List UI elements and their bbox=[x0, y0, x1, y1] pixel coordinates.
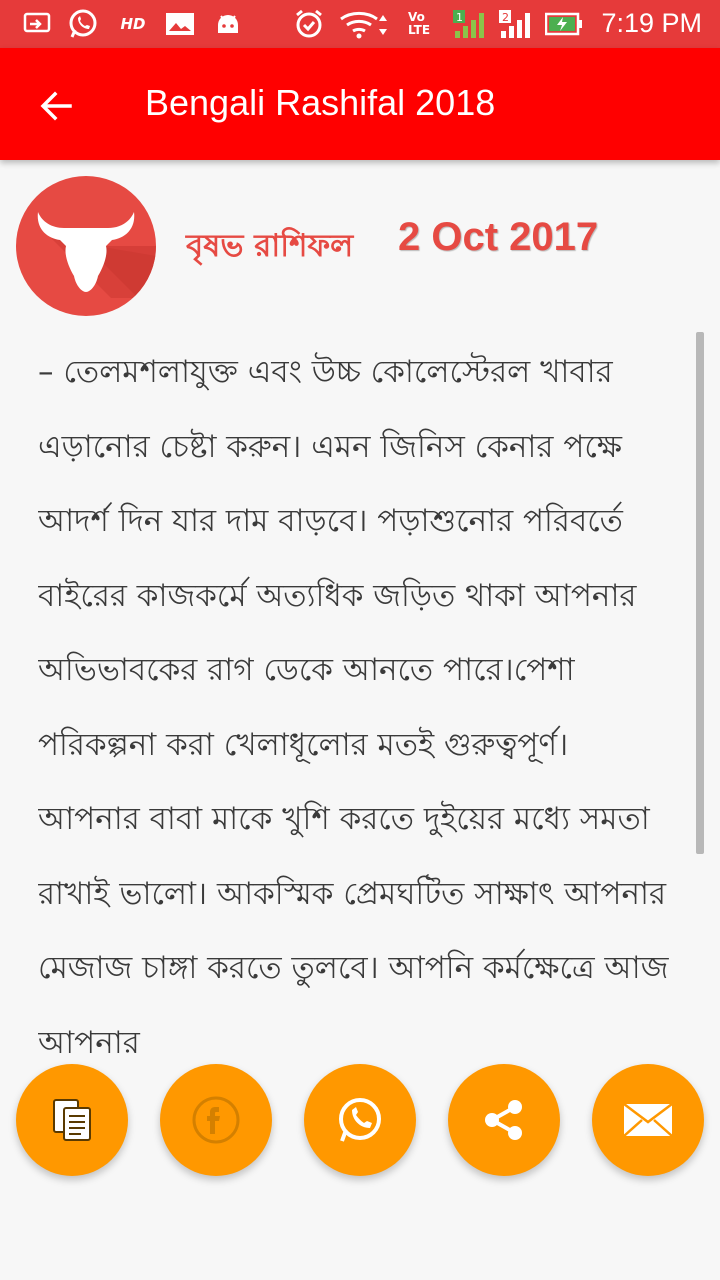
share-icon bbox=[479, 1095, 529, 1145]
alarm-icon bbox=[292, 10, 326, 38]
share-button[interactable] bbox=[448, 1064, 560, 1176]
signal-sim2-icon bbox=[496, 10, 536, 38]
volte-badge: Vo LTE bbox=[408, 10, 431, 37]
status-bar bbox=[0, 0, 720, 48]
sign-name: বৃষভ রাশিফল bbox=[186, 228, 354, 264]
facebook-icon bbox=[189, 1093, 243, 1147]
horoscope-content[interactable] bbox=[38, 335, 678, 1175]
mail-icon bbox=[621, 1100, 675, 1140]
svg-text:1: 1 bbox=[456, 11, 463, 24]
scrollbar[interactable] bbox=[696, 332, 704, 854]
hd-badge: HD bbox=[120, 15, 146, 33]
horoscope-text: – তেলমশলাযুক্ত এবং উচ্চ কোলেস্টেরল খাবার এড়ানোর চেষ্টা করুন। এমন জিনিস কেনার পক্ষে আদর্শ দিন যার দাম বাড়বে। পড়াশুনোর পরিবর্তে বাইরের কাজকর্মে অত্যধিক জড়িত থাকা আপনার অভিভাবকের রাগ ডেকে আনতে পারে।পেশা পরিকল্পনা করা খেলাধূলোর মতই গুরুত্বপূর্ণ। আপনার বাবা মাকে খুশি করতে দুইয়ের মধ্যে সমতা রাখাই ভালো। আকস্মিক প্রেমঘটিত সাক্ষাৎ আপনার মেজাজ চাঙ্গা করতে তুলবে। আপনি কর্মক্ষেত্রে আজ আপনার bbox=[38, 354, 669, 1061]
gallery-icon bbox=[164, 10, 196, 38]
copy-button[interactable] bbox=[16, 1064, 128, 1176]
cast-icon bbox=[22, 10, 52, 38]
mail-button[interactable] bbox=[592, 1064, 704, 1176]
whatsapp-status-icon bbox=[66, 10, 100, 38]
app-title: Bengali Rashifal 2018 bbox=[145, 82, 496, 123]
battery-icon bbox=[544, 10, 584, 38]
wifi-icon bbox=[338, 10, 392, 38]
signal-sim1-icon bbox=[450, 10, 490, 38]
svg-text:2: 2 bbox=[502, 11, 509, 24]
status-time: 7:19 PM bbox=[601, 8, 702, 38]
back-arrow-icon bbox=[38, 88, 74, 124]
android-icon bbox=[214, 10, 242, 38]
copy-icon bbox=[48, 1096, 96, 1144]
app-bar bbox=[0, 48, 720, 160]
whatsapp-icon bbox=[333, 1093, 387, 1147]
horoscope-date: 2 Oct 2017 bbox=[398, 215, 599, 259]
facebook-share-button[interactable] bbox=[160, 1064, 272, 1176]
bull-icon bbox=[16, 176, 156, 316]
taurus-sign-avatar bbox=[16, 176, 156, 316]
back-button[interactable] bbox=[30, 80, 82, 132]
whatsapp-share-button[interactable] bbox=[304, 1064, 416, 1176]
